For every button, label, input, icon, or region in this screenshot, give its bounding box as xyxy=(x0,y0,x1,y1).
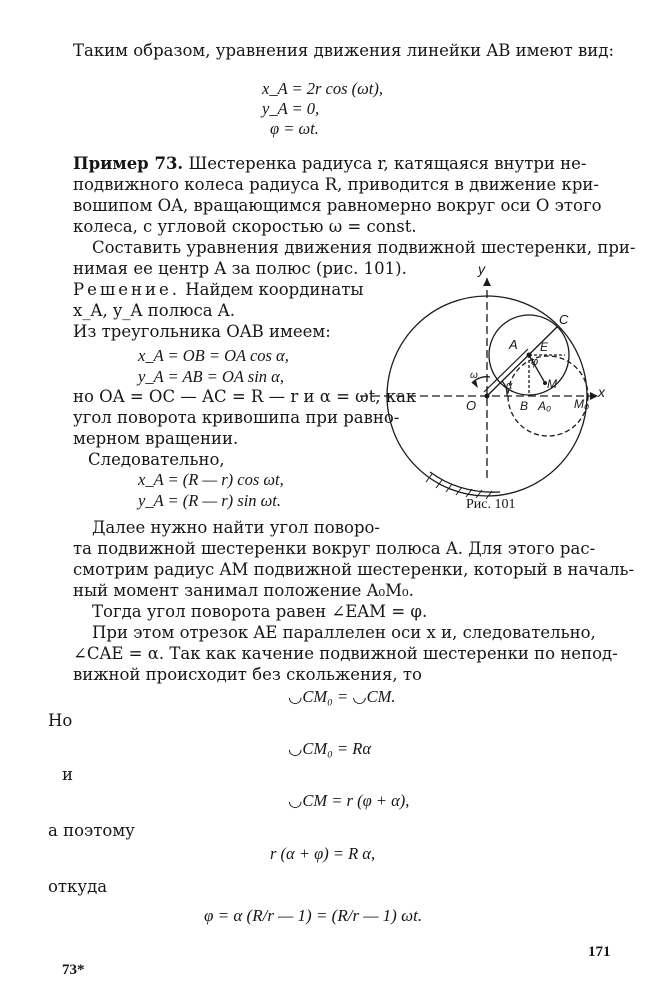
text-line: Далее нужно найти угол поворо- xyxy=(92,518,381,537)
label-c: C xyxy=(559,312,569,327)
text-line: колеса, с угловой скоростью ω = const. xyxy=(73,217,417,236)
omega-arrowhead xyxy=(472,380,478,388)
equation-arc-1: ◡CM₀ = ◡CM. xyxy=(288,687,396,706)
label-alpha: α xyxy=(506,380,513,392)
text-line: Но xyxy=(48,711,73,730)
text-line: смотрим радиус AM подвижной шестеренки, который в началь- xyxy=(73,560,635,579)
text-line: Таким образом, уравнения движения линейки AB имеют вид: xyxy=(73,41,615,60)
equation-arc-3: ◡CM = r (φ + α), xyxy=(288,791,410,810)
text-line: откуда xyxy=(48,877,108,896)
text-line: Следовательно, xyxy=(88,450,225,469)
text-line: ный момент занимал положение A₀M₀. xyxy=(73,581,414,600)
text-line: нимая ее центр A за полюс (рис. 101). xyxy=(73,259,407,278)
page-number: 171 xyxy=(588,944,611,960)
example-text: Шестеренка радиуса r, катящаяся внутри не- xyxy=(188,154,587,173)
equation-xa-2: x_A = OB = OA cos α, xyxy=(138,346,289,365)
text-line: а поэтому xyxy=(48,821,135,840)
text-line: Тогда угол поворота равен ∠EAM = φ. xyxy=(92,602,428,621)
text-line: та подвижной шестеренки вокруг полюса A. Для этого рас- xyxy=(73,539,596,558)
equation-phi: φ = ωt. xyxy=(270,119,319,138)
text-line: вижной происходит без скольжения, то xyxy=(73,665,422,684)
equation-ya-2: y_A = AB = OA sin α, xyxy=(138,367,284,386)
text-line: При этом отрезок AE параллелен оси x и, следовательно, xyxy=(92,623,596,642)
text-line: и xyxy=(62,765,73,784)
text-line: подвижного колеса радиуса R, приводится в движение кри- xyxy=(73,175,599,194)
example-label: Пример 73. xyxy=(73,154,184,173)
label-m: M xyxy=(547,377,557,391)
label-b: B xyxy=(520,399,529,413)
label-e: E xyxy=(540,340,549,354)
label-m0: M₀ xyxy=(574,397,590,411)
equation-arc-2: ◡CM₀ = Rα xyxy=(288,739,372,758)
text-line: угол поворота кривошипа при равно- xyxy=(73,408,400,427)
text-line: x_A, y_A полюса A. xyxy=(73,301,235,320)
text-line: мерном вращении. xyxy=(73,429,239,448)
equation-ya: y_A = 0, xyxy=(262,99,320,118)
printer-signature: 73* xyxy=(62,962,85,978)
solution-label: Решение. xyxy=(73,280,180,299)
x-arrow xyxy=(590,392,598,400)
label-o: O xyxy=(466,398,477,413)
equation-final: φ = α (R/r — 1) = (R/r — 1) ωt. xyxy=(204,906,423,925)
label-a: A xyxy=(509,337,518,352)
text-line: Составить уравнения движения подвижной шестеренки, при- xyxy=(92,238,636,257)
label-omega: ω xyxy=(470,370,478,381)
label-x: x xyxy=(598,384,605,400)
figure-caption: Рис. 101 xyxy=(466,497,516,512)
text-line: ∠CAE = α. Так как качение подвижной шестеренки по непод- xyxy=(73,644,618,663)
y-arrow xyxy=(483,278,491,286)
label-y: y xyxy=(478,261,485,277)
text-line: Из треугольника OAB имеем: xyxy=(73,322,331,341)
equation-rolling: r (α + φ) = R α, xyxy=(270,844,376,863)
equation-xa-3: x_A = (R — r) cos ωt, xyxy=(138,470,284,489)
text-line: вошипом OA, вращающимся равномерно вокруг оси O этого xyxy=(73,196,602,215)
label-a0: A₀ xyxy=(538,399,552,413)
equation-ya-3: y_A = (R — r) sin ωt. xyxy=(138,491,282,510)
solution-text: Найдем координаты xyxy=(185,280,364,299)
point-o xyxy=(485,394,490,399)
label-phi: φ xyxy=(531,356,539,368)
equation-xa: x_A = 2r cos (ωt), xyxy=(262,79,384,98)
text-line: но OA = OC — AC = R — r и α = ωt, как xyxy=(73,387,417,406)
